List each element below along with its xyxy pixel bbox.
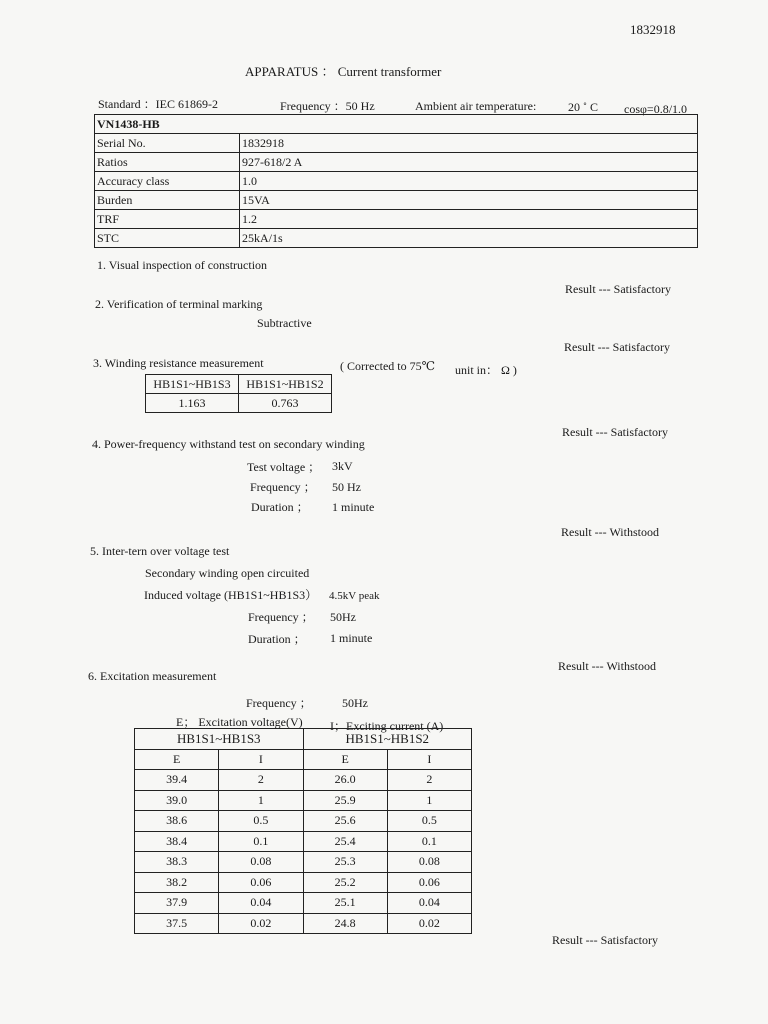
spec-row <box>95 210 698 229</box>
table-row <box>135 893 472 914</box>
table-cell: 0.5 <box>387 811 471 832</box>
table-cell: 0.04 <box>219 893 303 914</box>
table-cell: 0.08 <box>219 852 303 873</box>
table-cell: 38.2 <box>135 872 219 893</box>
table-cell: 39.4 <box>135 770 219 791</box>
table-cell: 2 <box>219 770 303 791</box>
param-label: Duration ； <box>248 632 306 646</box>
column-header: HB1S1~HB1S2 <box>239 375 332 394</box>
spec-value: 1.2 <box>240 210 698 229</box>
table-cell: 0.06 <box>219 872 303 893</box>
table-cell: 1.163 <box>146 394 239 413</box>
table-cell: 0.1 <box>219 831 303 852</box>
spec-row <box>95 229 698 248</box>
cos-phi: cosφ=0.8/1.0 <box>624 102 688 116</box>
section-2-result: Result --- Satisfactory <box>564 340 670 354</box>
spec-value: 1832918 <box>240 134 698 153</box>
table-cell: 25.2 <box>303 872 387 893</box>
table-cell: 0.02 <box>219 913 303 934</box>
table-cell: 0.5 <box>219 811 303 832</box>
table-cell: 24.8 <box>303 913 387 934</box>
spec-row <box>95 153 698 172</box>
table-cell: 1 <box>219 790 303 811</box>
section-6-result: Result --- Satisfactory <box>552 933 658 947</box>
legend-i: I；Exciting current (A) <box>330 719 444 733</box>
spec-row <box>95 172 698 191</box>
section-2-title: 2. Verification of terminal marking <box>95 297 263 311</box>
section-4-title: 4. Power-frequency withstand test on secondary winding <box>92 437 365 451</box>
param-label: Frequency ； <box>246 696 312 710</box>
spec-table <box>94 114 698 248</box>
table-row <box>135 852 472 873</box>
table-row <box>135 831 472 852</box>
column-header: I <box>219 749 303 770</box>
spec-label: Serial No. <box>95 134 240 153</box>
table-cell: 25.6 <box>303 811 387 832</box>
temperature-value: 20 ˚ C <box>568 100 598 114</box>
ambient-label: Ambient air temperature: <box>415 99 537 113</box>
section-1-result: Result --- Satisfactory <box>565 282 671 296</box>
standard-label: Standard ：IEC 61869-2 <box>98 97 218 111</box>
table-cell: 1 <box>387 790 471 811</box>
param-value: 1 minute <box>330 631 373 645</box>
winding-resistance-table <box>145 374 332 413</box>
table-cell: 0.763 <box>239 394 332 413</box>
section-3-unit: unit in： Ω ) <box>455 363 517 377</box>
section-3-note: ( Corrected to 75℃ <box>340 359 436 373</box>
param-value: 50 Hz <box>332 480 361 494</box>
table-cell: 0.04 <box>387 893 471 914</box>
table-cell: 39.0 <box>135 790 219 811</box>
param-label: Frequency ； <box>250 480 316 494</box>
group-header: HB1S1~HB1S2 <box>303 729 472 750</box>
spec-label: Burden <box>95 191 240 210</box>
spec-value: 1.0 <box>240 172 698 191</box>
section-2-note: Subtractive <box>257 316 312 330</box>
section-3-result: Result --- Satisfactory <box>562 425 668 439</box>
param-value: 1 minute <box>332 500 375 514</box>
table-cell: 0.06 <box>387 872 471 893</box>
table-cell: 37.9 <box>135 893 219 914</box>
table-cell: 25.1 <box>303 893 387 914</box>
param-label: Test voltage ； <box>247 460 321 474</box>
table-cell: 38.3 <box>135 852 219 873</box>
section-6-title: 6. Excitation measurement <box>88 669 217 683</box>
column-header: E <box>303 749 387 770</box>
section-5-title: 5. Inter-tern over voltage test <box>90 544 230 558</box>
table-row <box>135 770 472 791</box>
table-row <box>135 913 472 934</box>
group-header: HB1S1~HB1S3 <box>135 729 304 750</box>
param-value: 50Hz <box>342 696 368 710</box>
column-header: HB1S1~HB1S3 <box>146 375 239 394</box>
table-cell: 38.4 <box>135 831 219 852</box>
section-5-line2: Induced voltage (HB1S1~HB1S3） <box>144 588 318 602</box>
table-cell: 0.1 <box>387 831 471 852</box>
column-header: E <box>135 749 219 770</box>
model-number: VN1438-HB <box>95 115 698 134</box>
section-3-title: 3. Winding resistance measurement <box>93 356 264 370</box>
table-cell: 0.02 <box>387 913 471 934</box>
param-value: 3kV <box>332 459 353 473</box>
table-cell: 0.08 <box>387 852 471 873</box>
table-cell: 25.3 <box>303 852 387 873</box>
param-label: Frequency ； <box>248 610 314 624</box>
frequency-label: Frequency ：50 Hz <box>280 99 375 113</box>
apparatus-title: APPARATUS ： Current transformer <box>245 64 442 79</box>
param-label: Duration ； <box>251 500 309 514</box>
table-row <box>135 872 472 893</box>
section-5-line1: Secondary winding open circuited <box>145 566 310 580</box>
spec-label: Ratios <box>95 153 240 172</box>
spec-label: TRF <box>95 210 240 229</box>
table-row <box>135 811 472 832</box>
table-cell: 37.5 <box>135 913 219 934</box>
table-cell: 25.9 <box>303 790 387 811</box>
excitation-table <box>134 728 472 934</box>
section-5-line2-value: 4.5kV peak <box>329 590 380 602</box>
spec-value: 927-618/2 A <box>240 153 698 172</box>
column-header: I <box>387 749 471 770</box>
doc-number: 1832918 <box>630 22 676 37</box>
param-value: 50Hz <box>330 610 356 624</box>
spec-row <box>95 134 698 153</box>
legend-e: E； Excitation voltage(V) <box>176 715 303 729</box>
spec-value: 25kA/1s <box>240 229 698 248</box>
section-5-result: Result --- Withstood <box>558 659 656 673</box>
spec-label: STC <box>95 229 240 248</box>
section-1-title: 1. Visual inspection of construction <box>97 258 268 272</box>
spec-row <box>95 191 698 210</box>
table-cell: 26.0 <box>303 770 387 791</box>
table-row <box>135 790 472 811</box>
spec-label: Accuracy class <box>95 172 240 191</box>
spec-value: 15VA <box>240 191 698 210</box>
section-4-result: Result --- Withstood <box>561 525 659 539</box>
table-cell: 25.4 <box>303 831 387 852</box>
table-cell: 2 <box>387 770 471 791</box>
table-cell: 38.6 <box>135 811 219 832</box>
